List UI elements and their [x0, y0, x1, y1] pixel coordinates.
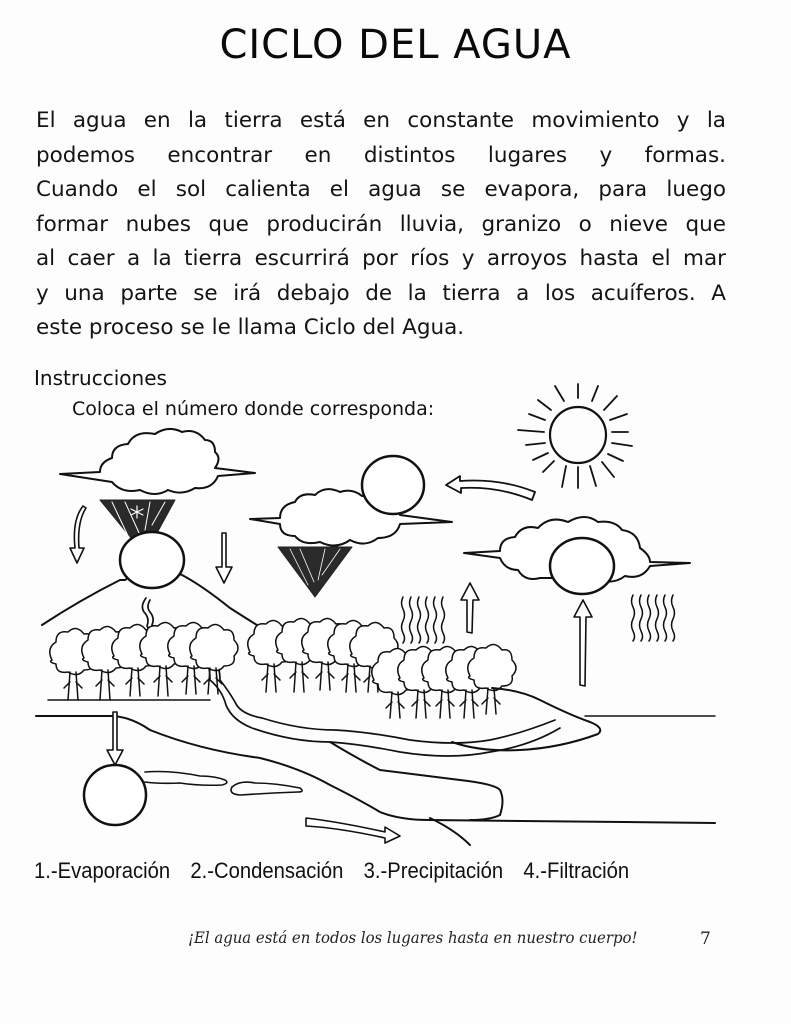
evaporation-icon — [632, 595, 675, 641]
water-cycle-diagram — [0, 370, 791, 860]
option-precipitation: 3.-Precipitación — [363, 858, 504, 883]
intro-paragraph — [36, 104, 726, 346]
sun-icon — [518, 384, 632, 488]
evaporation-icon — [402, 597, 445, 643]
intro-line: y una parte se irá debajo de la tierra a los acuíferos. A — [36, 280, 726, 306]
answer-circle-filtration-underground[interactable] — [84, 765, 146, 825]
option-evaporation: 1.-Evaporación — [34, 858, 171, 883]
answer-circle-evaporation-cloud[interactable] — [550, 538, 614, 594]
intro-line: formar nubes que producirán lluvia, granizo o nieve que — [36, 211, 726, 237]
option-condensation: 2.-Condensación — [190, 858, 344, 883]
intro-line: al caer a la tierra escurrirá por ríos y arroyos hasta el mar — [36, 246, 726, 271]
tree-icon — [372, 644, 516, 718]
arrow-icon — [306, 818, 400, 843]
intro-line: este proceso se le llama Ciclo del Agua. — [36, 315, 465, 340]
answer-circle-precipitation-mountain[interactable] — [120, 532, 184, 588]
tree-icon — [48, 622, 238, 700]
answer-options-list — [34, 858, 678, 884]
intro-line: El agua en la tierra está en constante movimiento y la — [36, 108, 726, 133]
arrow-icon — [107, 712, 123, 765]
cloud-icon — [60, 429, 255, 494]
river-icon — [145, 772, 302, 796]
instructions-heading: Instrucciones — [34, 366, 167, 390]
page-title: CICLO DEL AGUA — [219, 22, 572, 68]
footer-quote: ¡El agua está en todos los lugares hasta en nuestro cuerpo! — [188, 928, 638, 947]
instructions-text: Coloca el número donde corresponda: — [72, 398, 435, 420]
sea-icon — [36, 688, 715, 845]
arrow-icon — [446, 476, 535, 500]
page-number: 7 — [700, 929, 711, 949]
answer-circle-condensation-cloud[interactable] — [362, 456, 424, 514]
intro-line: Cuando el sol calienta el agua se evapora, para luego — [36, 177, 726, 202]
intro-line: podemos encontrar en distintos lugares y formas. — [36, 142, 726, 168]
option-filtration: 4.-Filtración — [523, 858, 630, 883]
rain-icon — [278, 547, 352, 597]
